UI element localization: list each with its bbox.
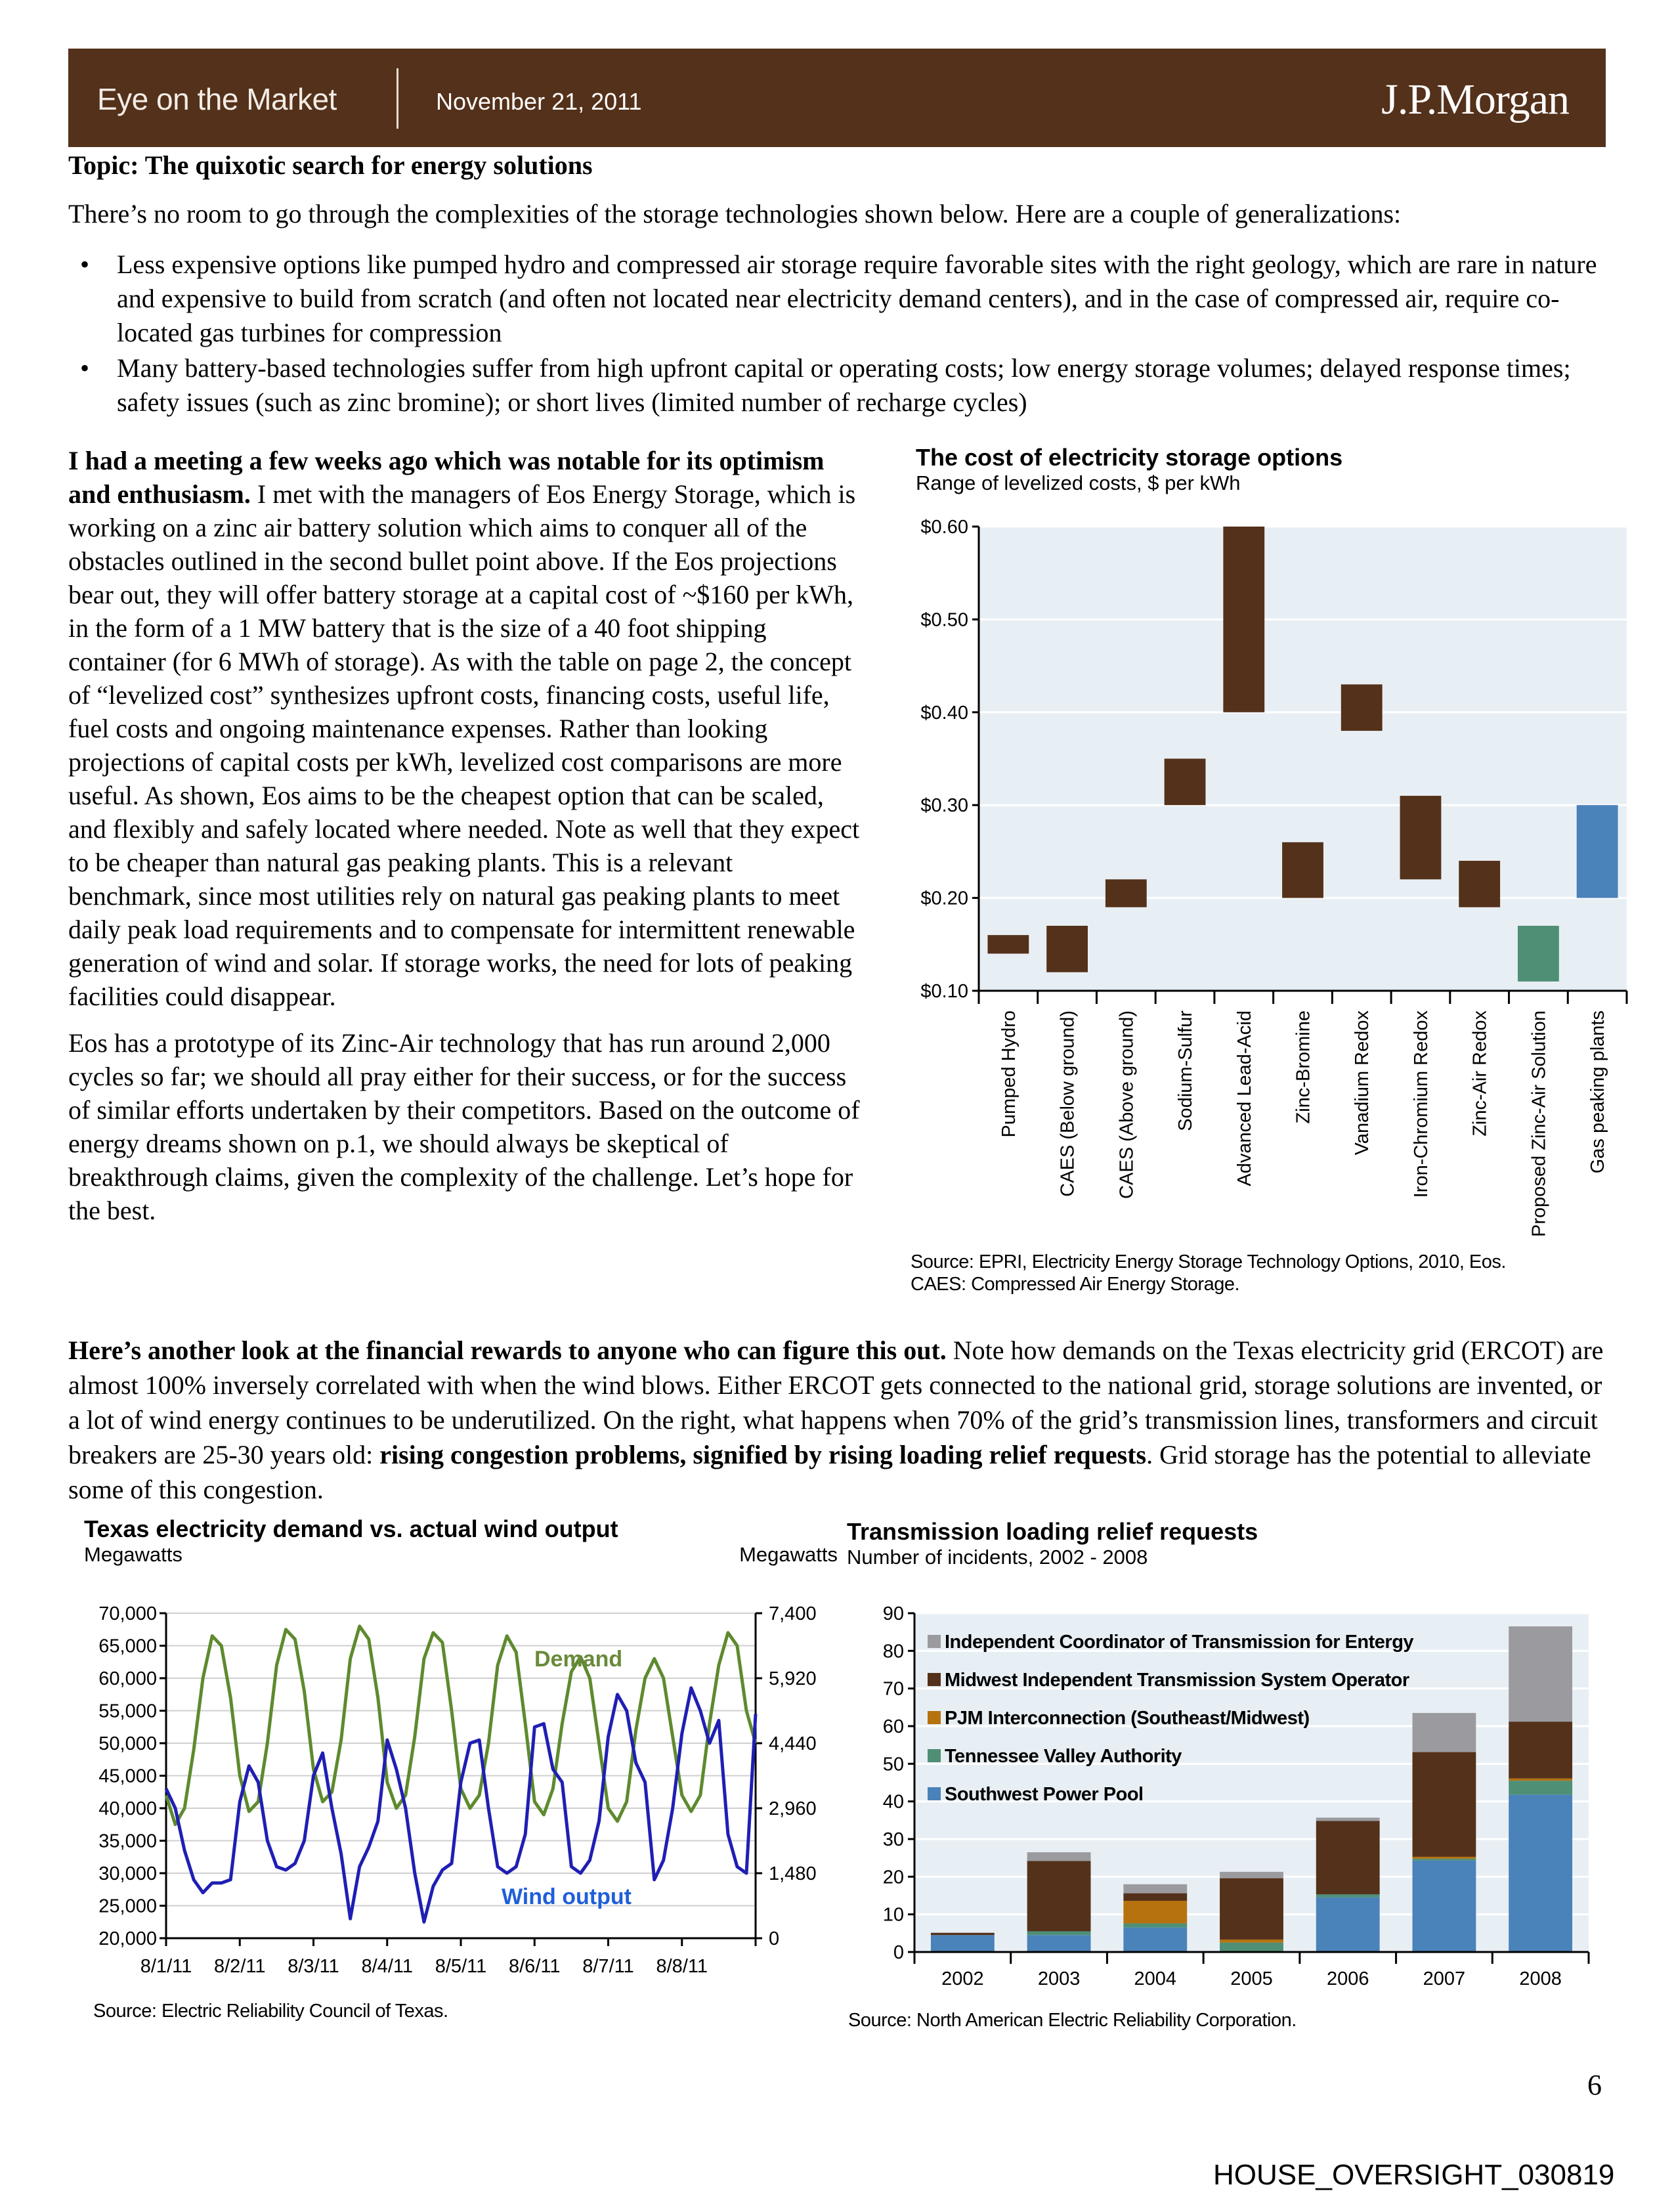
wind-annotation: Wind output <box>502 1884 632 1909</box>
jpmorgan-logo: J.P.Morgan <box>1381 76 1569 123</box>
bullet-item <box>68 248 1618 350</box>
texas-chart-source: Source: Electric Reliability Council of Texas. <box>93 2001 448 2022</box>
stacked-segment <box>1220 1878 1283 1940</box>
left-y-tick: 70,000 <box>98 1603 157 1624</box>
legend-swatch <box>928 1749 941 1762</box>
publication-date: November 21, 2011 <box>436 88 642 115</box>
stacked-segment <box>1316 1821 1380 1894</box>
bullet-icon: • <box>80 353 90 383</box>
chart-subtitle: Number of incidents, 2002 - 2008 <box>847 1546 1148 1569</box>
stacked-segment <box>1027 1861 1091 1931</box>
stacked-segment <box>1509 1781 1572 1794</box>
stacked-segment <box>1413 1857 1476 1859</box>
category-label: Sodium-Sulfur <box>1175 1010 1197 1131</box>
stacked-segment <box>1123 1884 1187 1894</box>
category-label: CAES (Above ground) <box>1116 1010 1138 1199</box>
range-bar <box>987 935 1029 953</box>
stacked-segment <box>931 1935 995 1952</box>
x-tick-label: 2003 <box>1037 1968 1081 1989</box>
x-tick-label: 8/3/11 <box>288 1956 339 1977</box>
y-tick-label: 40 <box>882 1791 904 1813</box>
legend-label: Southwest Power Pool <box>945 1784 1144 1805</box>
x-tick-label: 2005 <box>1230 1968 1273 1989</box>
left-y-tick: 30,000 <box>98 1863 157 1884</box>
stacked-segment <box>1509 1722 1572 1779</box>
left-y-tick: 50,000 <box>98 1733 157 1754</box>
stacked-segment <box>1123 1901 1187 1923</box>
stacked-segment <box>1316 1817 1380 1821</box>
stacked-segment <box>1316 1898 1380 1952</box>
range-bar <box>1046 926 1088 972</box>
x-tick-label: 8/2/11 <box>214 1956 266 1977</box>
category-label: Zinc-Bromine <box>1293 1010 1314 1124</box>
stacked-segment <box>1413 1713 1476 1752</box>
chart-title: The cost of electricity storage options <box>916 444 1343 471</box>
left-y-tick: 55,000 <box>98 1701 157 1722</box>
eos-lead-bold: I had a meeting a few weeks ago which was notable for its optimism and enthusiasm. <box>68 446 825 509</box>
transmission-relief-plot <box>847 1589 1595 2009</box>
storage-chart-source <box>911 1251 1665 1295</box>
category-label: Pumped Hydro <box>998 1010 1019 1138</box>
y-tick-label: 80 <box>882 1641 904 1662</box>
left-column-text <box>68 444 860 1240</box>
masthead-banner <box>68 49 1606 147</box>
chart-subtitle: Range of levelized costs, $ per kWh <box>916 471 1241 494</box>
range-bar <box>1282 842 1323 898</box>
source-line: Source: EPRI, Electricity Energy Storage Technology Options, 2010, Eos. <box>911 1251 1506 1272</box>
range-bar <box>1518 926 1559 982</box>
x-tick-label: 8/6/11 <box>509 1956 561 1977</box>
y-tick-label: 30 <box>882 1829 904 1850</box>
bullet-item <box>68 351 1618 420</box>
range-bar <box>1400 796 1442 879</box>
right-y-tick: 4,440 <box>769 1733 817 1754</box>
right-y-tick: 2,960 <box>769 1798 817 1819</box>
ercot-body-end: . Grid storage has the potential to alleviate some of this congestion. <box>68 1440 1591 1504</box>
texas-chart-header <box>84 1515 846 1567</box>
category-label: CAES (Below ground) <box>1057 1010 1079 1197</box>
bullet-list <box>68 248 1618 421</box>
transmission-chart-source: Source: North American Electric Reliability Corporation. <box>848 2010 1297 2031</box>
stacked-segment <box>931 1933 995 1935</box>
x-tick-label: 2007 <box>1423 1968 1466 1989</box>
topic-heading: Topic: The quixotic search for energy solutions <box>68 150 593 180</box>
chart-title: Transmission loading relief requests <box>847 1518 1258 1545</box>
stacked-segment <box>1316 1894 1380 1898</box>
stacked-segment <box>1027 1852 1091 1861</box>
left-y-tick: 40,000 <box>98 1798 157 1819</box>
eos-paragraph <box>68 444 860 1013</box>
y-tick-label: $0.10 <box>920 981 968 1002</box>
legend-swatch <box>928 1787 941 1800</box>
storage-cost-chart <box>916 444 1651 495</box>
y-tick-label: 90 <box>882 1603 904 1624</box>
y-tick-label: $0.30 <box>920 795 968 817</box>
right-y-tick: 7,400 <box>769 1603 817 1624</box>
range-bar <box>1341 684 1383 731</box>
y-tick-label: $0.40 <box>920 702 968 724</box>
left-axis-label: Megawatts <box>84 1543 182 1566</box>
x-tick-label: 8/1/11 <box>140 1956 192 1977</box>
stacked-segment <box>1509 1794 1572 1952</box>
prototype-paragraph: Eos has a prototype of its Zinc-Air technology that has run around 2,000 cycles so far; we should all pray either for their success, or for the success of similar efforts undertaken by their competitors. Based on the outcome of energy dreams shown on p.1, we should always be skeptical of breakthrough claims, given the complexity of the challenge. Let’s hope for the best. <box>68 1028 860 1225</box>
stacked-segment <box>1123 1894 1187 1901</box>
legend-label: Midwest Independent Transmission System Operator <box>945 1670 1409 1691</box>
bates-stamp: HOUSE_OVERSIGHT_030819 <box>1213 2159 1615 2191</box>
legend-label: Tennessee Valley Authority <box>945 1746 1182 1767</box>
range-bar <box>1105 879 1147 907</box>
transmission-chart-header <box>847 1518 1595 1569</box>
x-tick-label: 8/8/11 <box>656 1956 708 1977</box>
y-tick-label: 20 <box>882 1867 904 1888</box>
bullet-icon: • <box>80 249 90 279</box>
stacked-segment <box>1509 1626 1572 1722</box>
category-label: Iron-Chromium Redox <box>1410 1010 1432 1198</box>
legend-label: PJM Interconnection (Southeast/Midwest) <box>945 1708 1310 1729</box>
stacked-segment <box>1220 1872 1283 1878</box>
x-tick-label: 2006 <box>1326 1968 1369 1989</box>
legend-swatch <box>928 1711 941 1724</box>
stacked-segment <box>1413 1861 1476 1952</box>
y-tick-label: $0.20 <box>920 888 968 909</box>
stacked-segment <box>1123 1923 1187 1927</box>
stacked-segment <box>1220 1940 1283 1943</box>
bullet-text: Less expensive options like pumped hydro and compressed air storage require favorable sites with the right geology, which are rare in nature and expensive to build from scratch (and often not located near electricity demand centers), and in the case of compressed air, require co-located gas turbines for compression <box>117 249 1597 347</box>
legend-label: Independent Coordinator of Transmission for Entergy <box>945 1632 1414 1653</box>
texas-demand-wind-plot <box>68 1589 856 1996</box>
bullet-text: Many battery-based technologies suffer from high upfront capital or operating costs; low energy storage volumes; delayed response times; safety issues (such as zinc bromine); or short lives (limited number of recharge cycles) <box>117 353 1571 417</box>
left-y-tick: 65,000 <box>98 1636 157 1657</box>
plot-area <box>979 527 1627 991</box>
category-label: Gas peaking plants <box>1587 1010 1609 1174</box>
x-tick-label: 8/4/11 <box>361 1956 413 1977</box>
range-bar <box>1223 527 1264 712</box>
header-divider <box>397 68 398 129</box>
y-tick-label: $0.60 <box>920 517 968 538</box>
source-note: CAES: Compressed Air Energy Storage. <box>911 1274 1240 1295</box>
legend-swatch <box>928 1673 941 1686</box>
ercot-lead-bold: Here’s another look at the financial rewards to anyone who can figure this out. <box>68 1335 947 1365</box>
ercot-body: Note how demands on the Texas electricity grid (ERCOT) are almost 100% inversely correlated with when the wind blows. Either ERCOT gets connected to the national grid, storage solutions are invented, or a lot of wind energy continues to be underutilized. On the right, what happens when 70% of the grid’s transmission lines, transformers and circuit breakers are 25-30 years old: <box>68 1335 1604 1469</box>
stacked-segment <box>1027 1935 1091 1952</box>
axis-units-row <box>84 1543 846 1567</box>
chart-title: Texas electricity demand vs. actual wind output <box>84 1515 618 1542</box>
intro-paragraph: There’s no room to go through the complexities of the storage technologies shown below. Here are a couple of generalizations: <box>68 199 1402 228</box>
right-y-tick: 5,920 <box>769 1668 817 1689</box>
x-tick-label: 2002 <box>941 1968 984 1989</box>
right-y-tick: 1,480 <box>769 1863 817 1884</box>
left-y-tick: 45,000 <box>98 1766 157 1787</box>
x-tick-label: 8/5/11 <box>435 1956 487 1977</box>
x-tick-label: 2004 <box>1134 1968 1177 1989</box>
category-label: Advanced Lead-Acid <box>1234 1010 1255 1186</box>
eos-body: I met with the managers of Eos Energy Storage, which is working on a zinc air battery solution which aims to conquer all of the obstacles outlined in the second bullet point above. If the Eos projections bear out, they will offer battery storage at a capital cost of ~$160 per kWh, in the form of a 1 MW battery that is the size of a 40 foot shipping container (for 6 MWh of storage). As with the table on page 2, the concept of “levelized cost” synthesizes upfront costs, financing costs, useful life, fuel costs and ongoing maintenance expenses. Rather than looking projections of capital costs per kWh, levelized cost comparisons are more useful. As shown, Eos aims to be the cheapest option that can be scaled, and flexibly and safely located where needed. Note as well that they expect to be cheaper than natural gas peaking plants. This is a relevant benchmark, since most utilities rely on natural gas peaking plants to meet daily peak load requirements and to compensate for intermittent renewable generation of wind and solar. If storage works, the need for lots of peaking facilities could disappear. <box>68 479 860 1011</box>
y-tick-label: 70 <box>882 1678 904 1700</box>
stacked-segment <box>1123 1928 1187 1952</box>
ercot-paragraph <box>68 1333 1618 1507</box>
publication-title: Eye on the Market <box>97 82 337 116</box>
stacked-segment <box>1220 1943 1283 1952</box>
left-y-tick: 60,000 <box>98 1668 157 1689</box>
category-label: Zinc-Air Redox <box>1469 1010 1491 1137</box>
stacked-segment <box>1509 1779 1572 1781</box>
y-tick-label: 10 <box>882 1904 904 1926</box>
congestion-bold: rising congestion problems, signified by rising loading relief requests <box>379 1440 1147 1469</box>
y-tick-label: $0.50 <box>920 609 968 631</box>
stacked-segment <box>1027 1931 1091 1935</box>
range-bar <box>1459 861 1500 907</box>
range-bar <box>1577 805 1618 898</box>
category-label: Vanadium Redox <box>1352 1010 1373 1156</box>
right-y-tick: 0 <box>769 1928 780 1949</box>
stacked-segment <box>1413 1859 1476 1861</box>
left-y-tick: 20,000 <box>98 1928 157 1949</box>
y-tick-label: 60 <box>882 1716 904 1737</box>
range-bar <box>1165 759 1206 806</box>
page-number: 6 <box>1587 2069 1602 2101</box>
x-tick-label: 8/7/11 <box>582 1956 634 1977</box>
y-tick-label: 50 <box>882 1754 904 1775</box>
x-tick-label: 2008 <box>1519 1968 1562 1989</box>
storage-cost-plot <box>880 512 1654 1247</box>
right-axis-label: Megawatts <box>739 1543 838 1566</box>
left-y-tick: 35,000 <box>98 1831 157 1852</box>
legend-swatch <box>928 1635 941 1648</box>
y-tick-label: 0 <box>893 1942 904 1963</box>
category-label: Proposed Zinc-Air Solution <box>1528 1010 1550 1237</box>
stacked-segment <box>1413 1752 1476 1857</box>
demand-annotation: Demand <box>534 1647 623 1672</box>
left-y-tick: 25,000 <box>98 1896 157 1917</box>
